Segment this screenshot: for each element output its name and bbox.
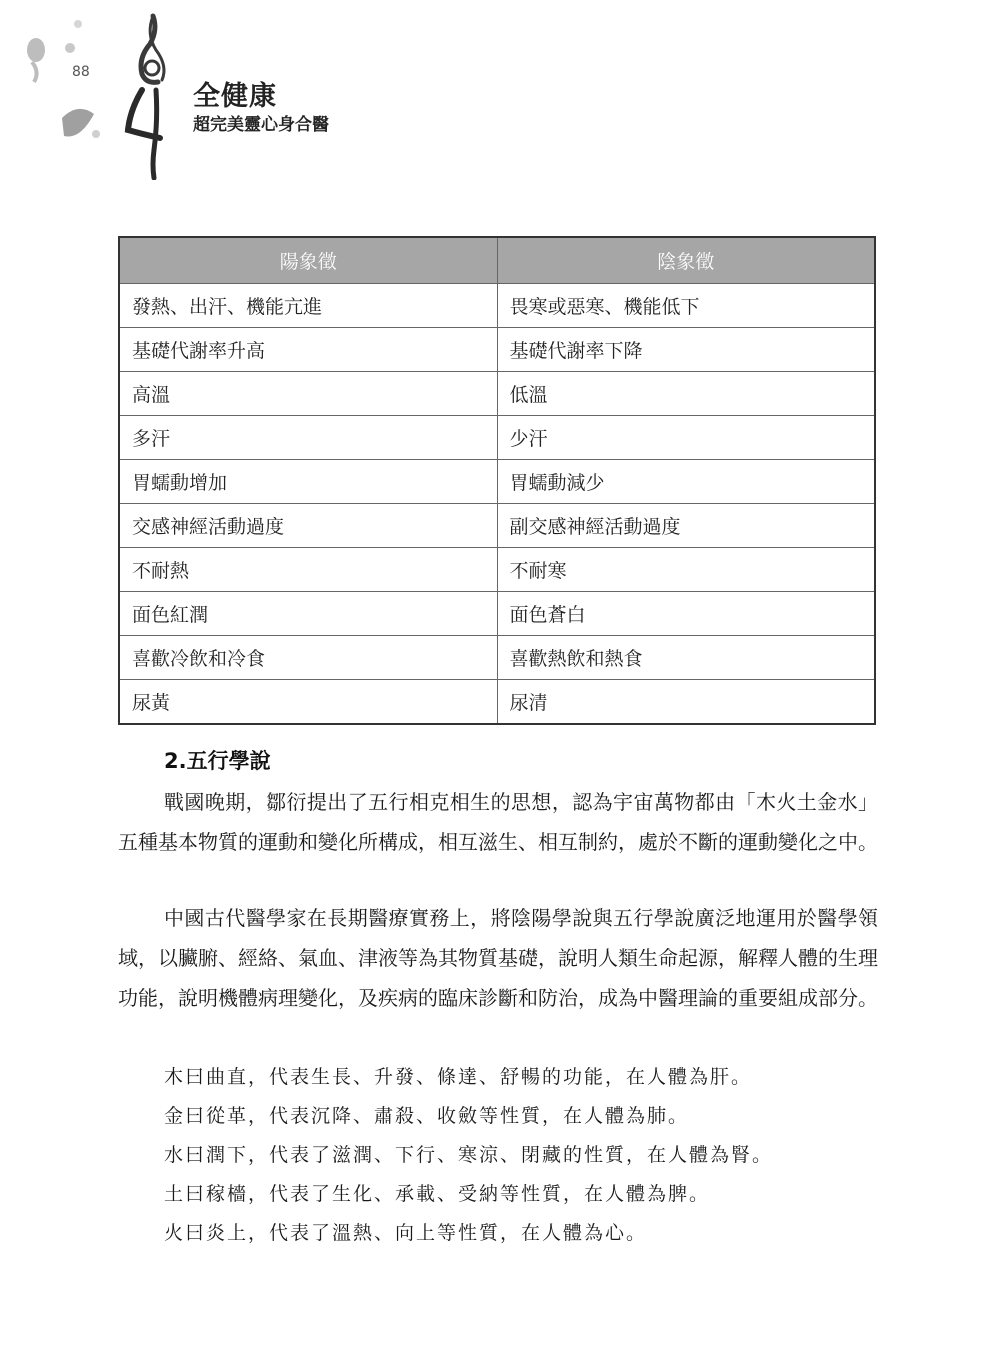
yang-cell: 不耐熱 bbox=[119, 548, 497, 592]
body-paragraph: 中國古代醫學家在長期醫療實務上，將陰陽學說與五行學說廣泛地運用於醫學領域，以臟腑、經絡、氣血、津液等為其物質基礎，說明人類生命起源，解釋人體的生理功能，說明機體病理變化，及疾病的臨床診斷和防治，成為中醫理論的重要組成部分。 bbox=[118, 906, 878, 1010]
yin-cell: 喜歡熱飲和熱食 bbox=[497, 636, 875, 680]
yang-cell: 喜歡冷飲和冷食 bbox=[119, 636, 497, 680]
yang-cell: 尿黃 bbox=[119, 680, 497, 725]
book-subtitle: 超完美靈心身合醫 bbox=[193, 115, 329, 135]
page-header bbox=[0, 0, 400, 190]
table-header-row bbox=[119, 237, 875, 284]
page-number: 88 bbox=[72, 64, 90, 80]
table-row bbox=[119, 460, 875, 504]
yin-cell: 不耐寒 bbox=[497, 548, 875, 592]
table-row bbox=[119, 372, 875, 416]
yin-cell: 面色蒼白 bbox=[497, 592, 875, 636]
yang-column-header: 陽象徵 bbox=[119, 237, 497, 284]
table-row bbox=[119, 680, 875, 725]
yin-column-header: 陰象徵 bbox=[497, 237, 875, 284]
yin-cell: 尿清 bbox=[497, 680, 875, 725]
body-paragraph: 戰國晚期，鄒衍提出了五行相克相生的思想，認為宇宙萬物都由「木火土金水」五種基本物質的運動和變化所構成，相互滋生、相互制約，處於不斷的運動變化之中。 bbox=[118, 790, 878, 854]
table-row bbox=[119, 592, 875, 636]
table-row bbox=[119, 636, 875, 680]
table-row bbox=[119, 416, 875, 460]
yin-cell: 胃蠕動減少 bbox=[497, 460, 875, 504]
yang-cell: 胃蠕動增加 bbox=[119, 460, 497, 504]
yin-yang-table bbox=[118, 236, 876, 725]
yang-cell: 多汗 bbox=[119, 416, 497, 460]
book-title: 全健康 bbox=[193, 81, 277, 112]
table-row bbox=[119, 548, 875, 592]
yin-cell: 少汗 bbox=[497, 416, 875, 460]
section-heading: 2.五行學說 bbox=[164, 749, 271, 773]
yang-cell: 發熱、出汗、機能亢進 bbox=[119, 284, 497, 328]
table-row bbox=[119, 284, 875, 328]
yin-cell: 低溫 bbox=[497, 372, 875, 416]
table-row bbox=[119, 504, 875, 548]
yang-cell: 高溫 bbox=[119, 372, 497, 416]
earth-element-line: 土曰稼檣，代表了生化、承載、受納等性質，在人體為脾。 bbox=[164, 1183, 711, 1205]
yoga-figure-logo bbox=[18, 10, 178, 180]
yin-cell: 副交感神經活動過度 bbox=[497, 504, 875, 548]
wood-element-line: 木曰曲直，代表生長、升發、條達、舒暢的功能，在人體為肝。 bbox=[164, 1066, 753, 1088]
table-row bbox=[119, 328, 875, 372]
yang-cell: 交感神經活動過度 bbox=[119, 504, 497, 548]
metal-element-line: 金曰從革，代表沉降、肅殺、收斂等性質，在人體為肺。 bbox=[164, 1105, 690, 1127]
yang-cell: 面色紅潤 bbox=[119, 592, 497, 636]
water-element-line: 水曰潤下，代表了滋潤、下行、寒涼、閉藏的性質，在人體為腎。 bbox=[164, 1144, 774, 1166]
yin-cell: 基礎代謝率下降 bbox=[497, 328, 875, 372]
fire-element-line: 火曰炎上，代表了溫熱、向上等性質，在人體為心。 bbox=[164, 1222, 648, 1244]
yang-cell: 基礎代謝率升高 bbox=[119, 328, 497, 372]
yin-cell: 畏寒或惡寒、機能低下 bbox=[497, 284, 875, 328]
